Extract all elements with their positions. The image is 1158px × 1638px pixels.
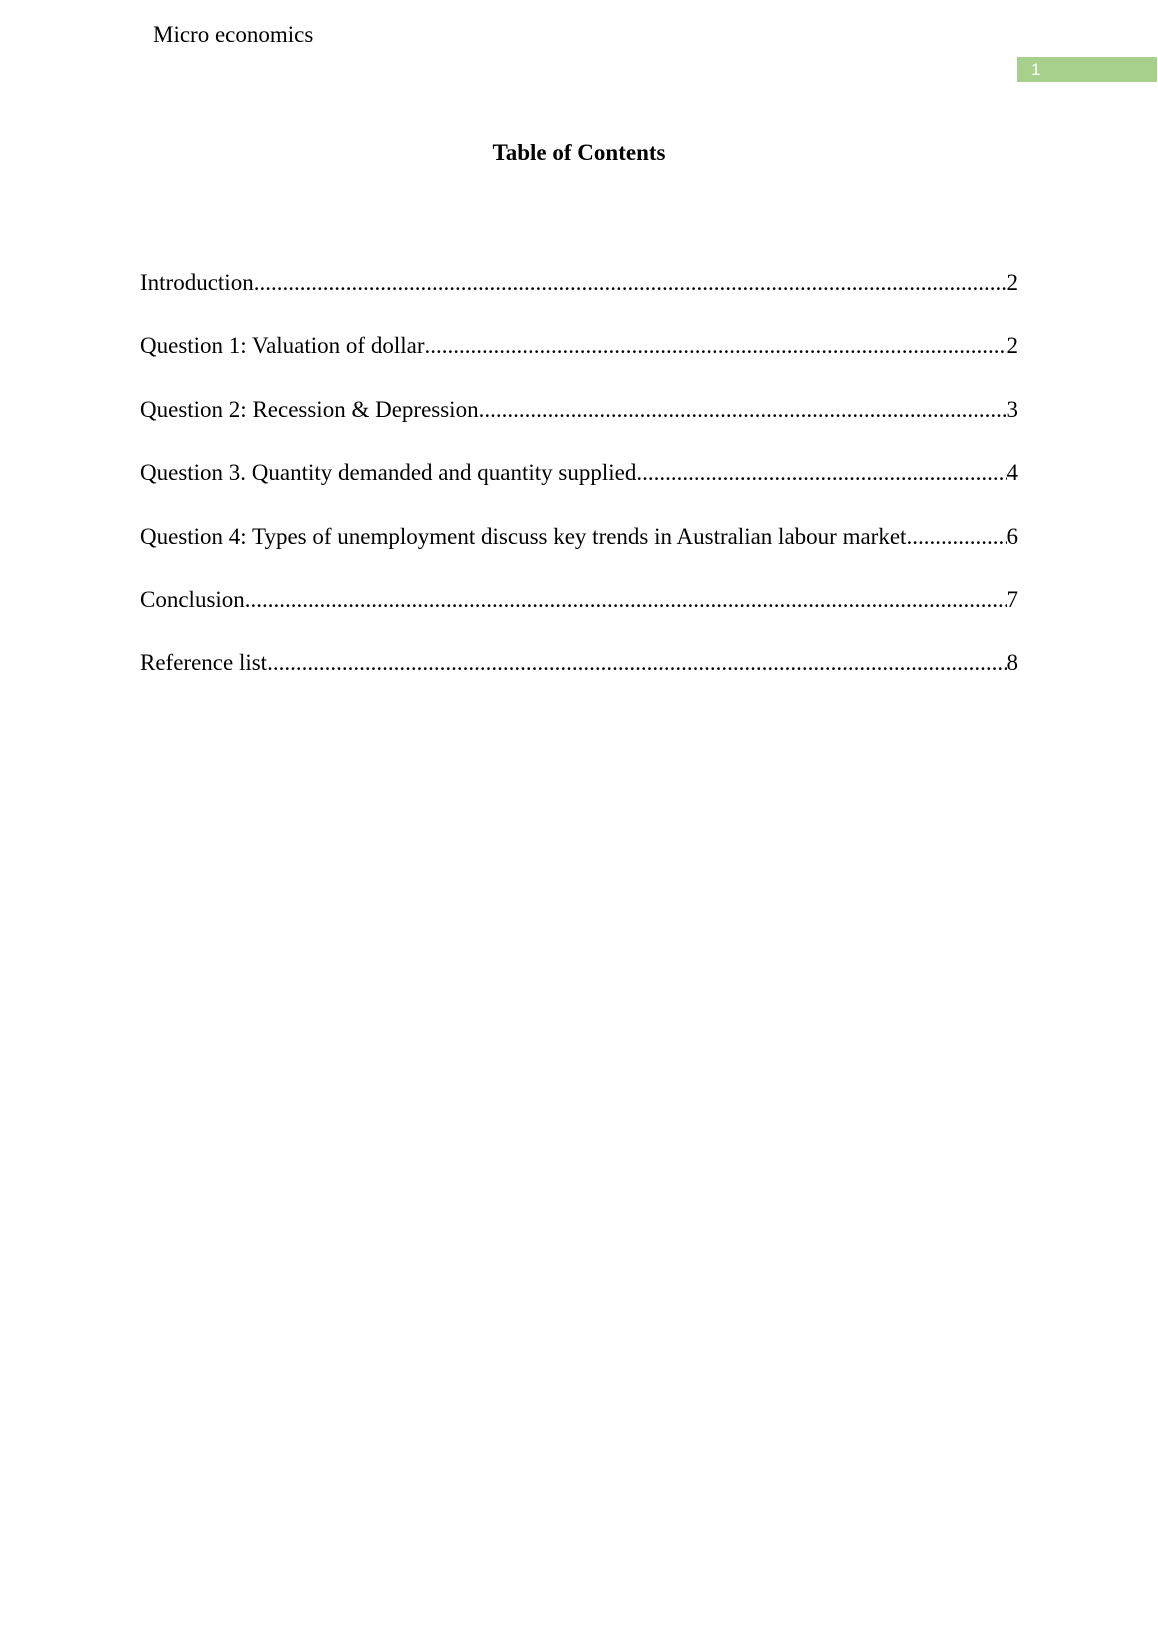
toc-entry-label: Question 3. Quantity demanded and quantity supplied (140, 460, 637, 486)
toc-title: Table of Contents (492, 140, 666, 165)
toc-entry-introduction[interactable] (140, 268, 1018, 331)
toc-entry-label: Conclusion (140, 586, 245, 612)
toc-entry-question-1[interactable] (140, 331, 1018, 394)
page-number-box (1017, 57, 1157, 82)
toc-entry-page: 7 (1006, 586, 1018, 612)
toc-entry-page: 8 (1006, 650, 1018, 676)
running-head: Micro economics (153, 22, 314, 47)
toc-entry-conclusion[interactable] (140, 585, 1018, 648)
toc-entry-label: Question 1: Valuation of dollar (140, 333, 425, 359)
toc-dot-leader (479, 395, 1007, 425)
toc-dot-leader (254, 268, 1007, 298)
toc-dot-leader (636, 458, 1006, 488)
page-number: 1 (1031, 60, 1041, 79)
toc-entry-page: 2 (1006, 333, 1018, 359)
toc-dot-leader (245, 585, 1007, 615)
toc-entry-page: 3 (1006, 396, 1018, 422)
toc-list (140, 268, 1018, 712)
toc-dot-leader (267, 648, 1006, 678)
toc-entry-label: Reference list (140, 650, 268, 676)
toc-entry-label: Question 2: Recession & Depression (140, 396, 479, 422)
toc-entry-page: 2 (1006, 270, 1018, 295)
toc-entry-label: Question 4: Types of unemployment discuss key trends in Australian labour market (140, 523, 907, 549)
toc-entry-question-4[interactable] (140, 522, 1018, 585)
toc-entry-reference-list[interactable] (140, 648, 1018, 711)
toc-entry-page: 4 (1006, 460, 1018, 486)
toc-entry-page: 6 (1006, 523, 1018, 549)
toc-entry-question-2[interactable] (140, 395, 1018, 458)
toc-entry-label: Introduction (140, 270, 254, 295)
toc-dot-leader (424, 331, 1006, 361)
toc-entry-question-3[interactable] (140, 458, 1018, 521)
toc-dot-leader (906, 522, 1006, 552)
